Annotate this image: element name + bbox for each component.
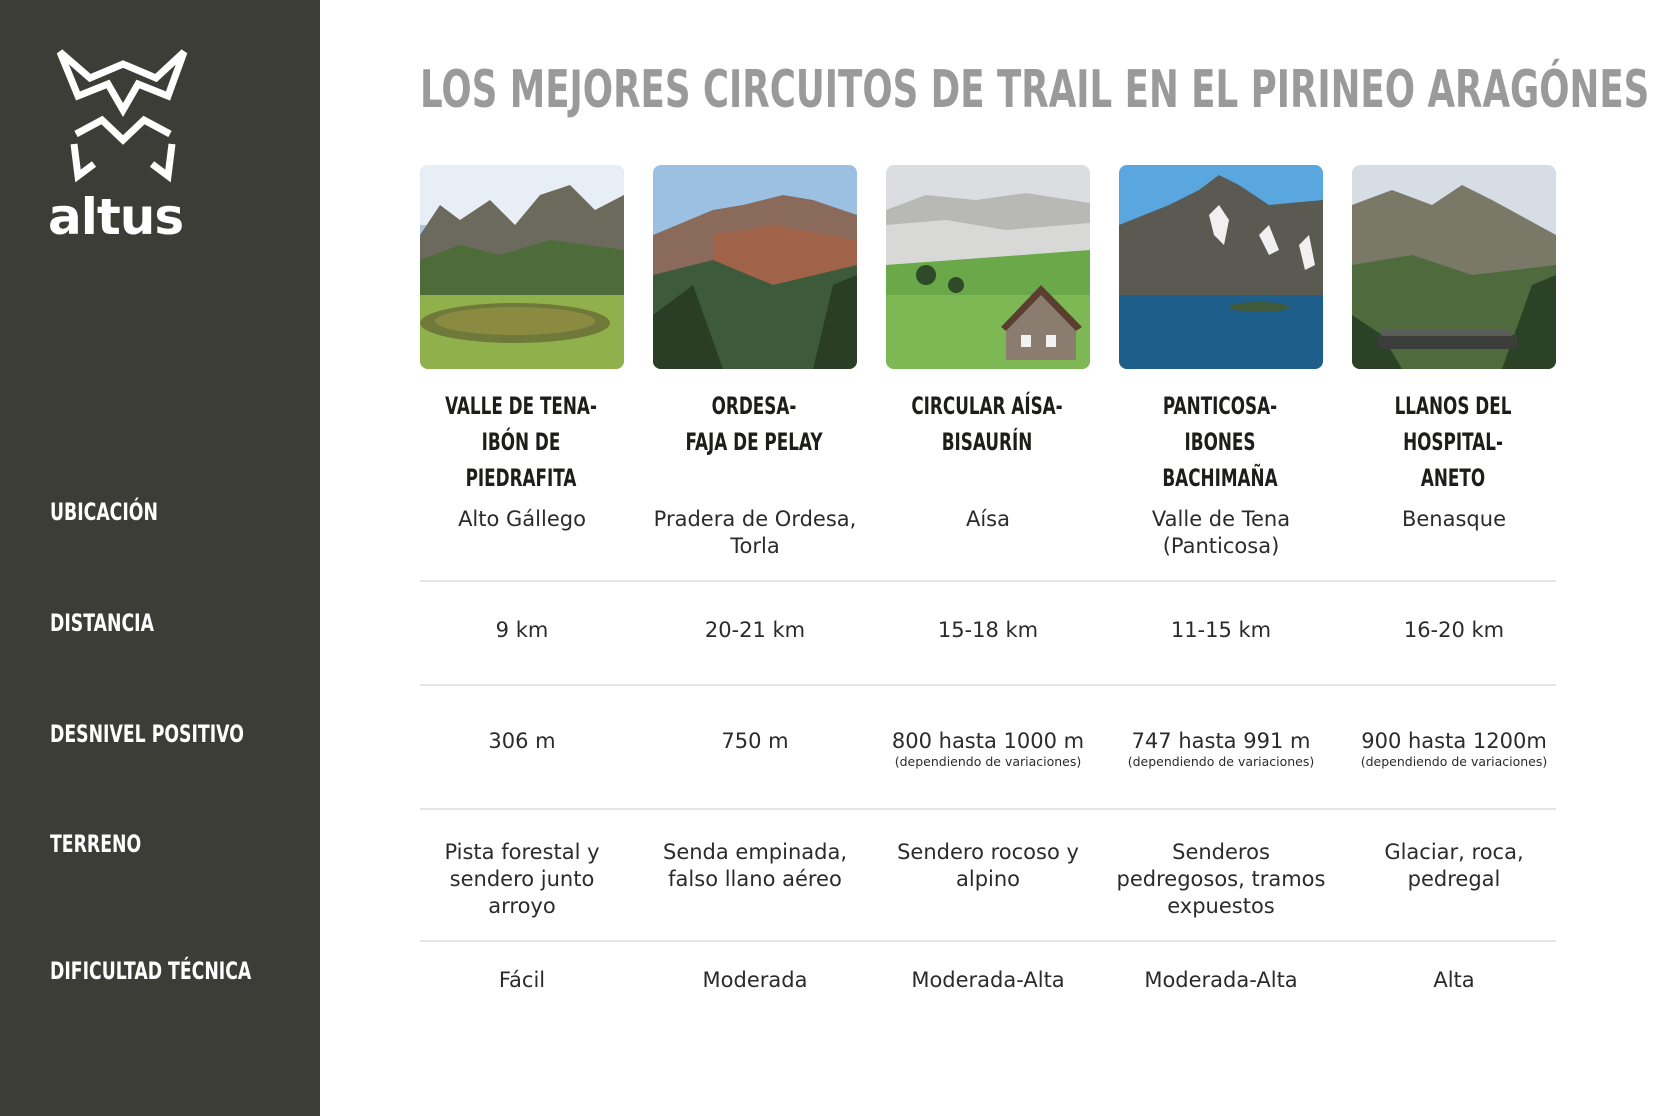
cell-dificultad-4: Moderada-Alta [1144,968,1298,992]
brand-wordmark: altus [48,188,184,246]
route-photo-5 [1352,165,1556,369]
cell-distancia-1: 9 km [495,618,549,642]
route-name-1: VALLE DE TENA- IBÓN DE PIEDRAFITA [445,392,597,492]
route-name-3: CIRCULAR AÍSA- BISAURÍN [911,392,1063,456]
row-divider [420,940,1556,942]
route-photo-1 [420,165,624,369]
route-photo-2 [653,165,857,369]
cell-ubicacion-1: Alto Gállego [458,507,586,531]
cell-dificultad-5: Alta [1433,968,1475,992]
cell-desnivel-1: 306 m [488,729,556,753]
cell-desnivel-4: 747 hasta 991 m (dependiendo de variaciones) [1127,729,1315,769]
cell-distancia-4: 11-15 km [1170,618,1272,642]
mountain-refuge-photo-icon [886,165,1090,369]
cell-terreno-3: Sendero rocoso y alpino [897,840,1079,891]
cell-distancia-5: 16-20 km [1403,618,1505,642]
row-label-distancia: DISTANCIA [50,609,154,637]
cell-ubicacion-4: Valle de Tena (Panticosa) [1151,507,1291,558]
route-name-4: PANTICOSA- IBONES BACHIMAÑA [1162,392,1278,492]
cell-terreno-4: Senderos pedregosos, tramos expuestos [1116,840,1326,918]
cell-terreno-1: Pista forestal y sendero junto arroyo [444,840,600,918]
route-photo-3 [886,165,1090,369]
row-label-ubicacion: UBICACIÓN [50,498,158,526]
cell-dificultad-2: Moderada [702,968,808,992]
row-label-desnivel: DESNIVEL POSITIVO [50,720,244,748]
lynx-logo-icon [48,48,198,188]
mountain-lake-photo-icon [420,165,624,369]
route-name-5: LLANOS DEL HOSPITAL- ANETO [1394,392,1512,492]
cell-terreno-2: Senda empinada, falso llano aéreo [662,840,848,891]
cell-desnivel-5: 900 hasta 1200m (dependiendo de variaciones) [1360,729,1548,769]
cell-desnivel-3: 800 hasta 1000 m (dependiendo de variaciones) [891,729,1085,769]
cell-ubicacion-3: Aísa [965,507,1010,531]
alpine-lake-photo-icon [1119,165,1323,369]
route-photo-4 [1119,165,1323,369]
row-divider [420,808,1556,810]
route-name-2: ORDESA- FAJA DE PELAY [685,392,823,456]
row-label-terreno: TERRENO [50,830,142,858]
row-divider [420,580,1556,582]
cell-ubicacion-2: Pradera de Ordesa, Torla [653,507,857,558]
cell-desnivel-2: 750 m [721,729,789,753]
sidebar [0,0,320,1116]
row-divider [420,684,1556,686]
cell-terreno-5: Glaciar, roca, pedregal [1384,840,1524,891]
cell-dificultad-1: Fácil [498,968,546,992]
cell-ubicacion-5: Benasque [1401,507,1506,531]
cell-distancia-3: 15-18 km [937,618,1039,642]
cell-dificultad-3: Moderada-Alta [911,968,1065,992]
valley-hotel-photo-icon [1352,165,1556,369]
cell-distancia-2: 20-21 km [704,618,806,642]
page-title: LOS MEJORES CIRCUITOS DE TRAIL EN EL PIRINEO ARAGÓNES [420,60,1650,120]
row-label-dificultad: DIFICULTAD TÉCNICA [50,957,252,985]
canyon-cliffs-photo-icon [653,165,857,369]
